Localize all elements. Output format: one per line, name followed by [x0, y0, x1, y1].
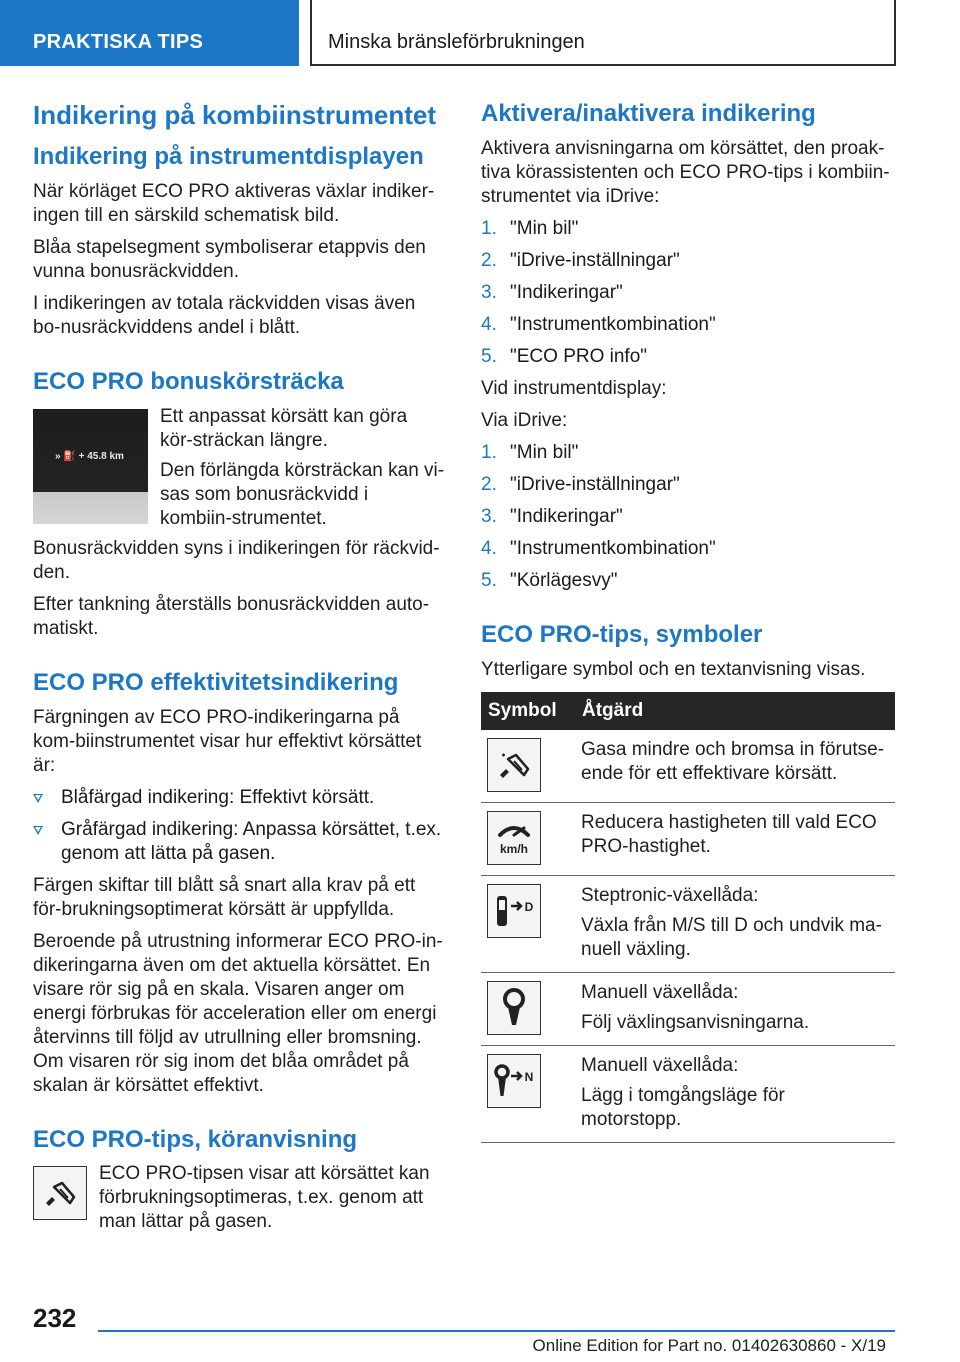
paragraph: Beroende på utrustning informerar ECO PRO-in-dikeringarna även om det aktuella körsättet. En visare rör sig på en skala. Visaren anger om energi förbrukas för acceleration eller om energi återvinns till följd av utrullning eller bromsning. Om visaren rör sig inom det blåa området på skalan är körsättet effektivt. [33, 930, 443, 1096]
paragraph: Aktivera anvisningarna om körsättet, den proak-tiva körassistenten och ECO PRO-tips i kombiin-strumentet via iDrive: [481, 137, 890, 207]
display-range-value: + 45.8 km [78, 450, 124, 462]
fuel-pump-icon: ⛽ [63, 450, 76, 462]
steps-list-instrument [481, 441, 895, 593]
heading-driving-hint: ECO PRO-tips, köranvisning [33, 1125, 358, 1153]
table-cell-text: Reducera hastigheten till vald ECO PRO-hastighet. [581, 811, 877, 857]
list-item: 2. "iDrive-inställningar" [481, 473, 680, 495]
heading-efficiency: ECO PRO effektivitetsindikering [33, 668, 399, 696]
table-cell-text: Gasa mindre och bromsa in förutse-ende för ett effektivare körsätt. [581, 738, 885, 784]
list-item: 1. "Min bil" [481, 441, 579, 463]
paragraph: Blåa stapelsegment symboliserar etappvis den vunna bonusräckvidden. [33, 236, 426, 282]
table-row [481, 972, 895, 1045]
chapter-tab [310, 0, 896, 66]
table-cell-text: Lägg i tomgångsläge för motorstopp. [581, 1084, 785, 1130]
svg-text:D: D [524, 899, 534, 914]
list-item: 1. "Min bil" [481, 217, 579, 239]
triangle-bullet-icon [33, 794, 43, 803]
list-item: 5. "ECO PRO info" [481, 345, 648, 367]
paragraph: ECO PRO-tipsen visar att körsättet kan förbrukningsoptimeras, t.ex. genom att man lättar på gasen. [99, 1163, 430, 1233]
gear-lever-d-icon [487, 884, 541, 938]
manual-shift-icon [487, 981, 541, 1035]
list-item: 3. "Indikeringar" [481, 505, 623, 527]
column-header-symbol: Symbol [481, 692, 575, 730]
table-row [481, 802, 895, 875]
table-row [481, 1045, 895, 1142]
column-header-action: Åtgärd [575, 692, 895, 730]
foot-pedal-icon [487, 738, 541, 792]
page-heading: Indikering på kombiinstrumentet [33, 100, 437, 130]
paragraph: Den förlängda körsträckan kan vi-sas som bonusräckvidd i kombiin-strumentet. [160, 459, 445, 529]
svg-text:N: N [524, 1069, 534, 1084]
heading-instrument-display: Indikering på instrumentdisplayen [33, 143, 424, 171]
heading-activate: Aktivera/inaktivera indikering [481, 100, 816, 127]
section-tab [0, 0, 299, 66]
list-item: Gråfärgad indikering: Anpassa körsättet, t.ex. genom att lätta på gasen. [33, 818, 445, 866]
section-title: PRAKTISKA TIPS [33, 31, 204, 53]
instrument-display-image [33, 409, 148, 524]
paragraph: Ett anpassat körsätt kan göra kör-sträckan längre. [160, 405, 408, 451]
list-item: 3. "Indikeringar" [481, 281, 623, 303]
efficiency-list [33, 786, 445, 866]
display-readout [55, 451, 124, 462]
foot-pedal-icon [33, 1166, 87, 1220]
heading-bonus-range: ECO PRO bonuskörsträcka [33, 367, 344, 395]
left-column [33, 100, 445, 1240]
table-cell-text: Steptronic-växellåda: [581, 884, 759, 906]
table-cell-text: Växla från M/S till D och undvik ma-nuell växling. [581, 914, 882, 960]
gear-lever-n-icon [487, 1054, 541, 1108]
paragraph: Färgningen av ECO PRO-indikeringarna på kom-biinstrumentet visar hur effektivt körsättet är: [33, 706, 422, 776]
paragraph: Vid instrumentdisplay: [481, 377, 667, 399]
chapter-title: Minska bränsleförbrukningen [328, 31, 585, 53]
triangle-bullet-icon [33, 826, 43, 835]
paragraph: Ytterligare symbol och en textanvisning visas. [481, 658, 866, 680]
list-item: 4. "Instrumentkombination" [481, 313, 716, 335]
table-cell-text: Manuell växellåda: [581, 981, 739, 1003]
heading-symbols: ECO PRO-tips, symboler [481, 620, 763, 648]
paragraph: Via iDrive: [481, 409, 568, 431]
speedometer-kmh-icon [487, 811, 541, 865]
paragraph: Bonusräckvidden syns i indikeringen för räckvid-den. [33, 537, 440, 583]
eco-arrows-icon: » [55, 450, 61, 462]
steps-list-idrive [481, 217, 895, 369]
paragraph: Färgen skiftar till blått så snart alla krav på ett för-brukningsoptimerat körsätt är uppfyllda. [33, 874, 416, 920]
list-item: 2. "iDrive-inställningar" [481, 249, 680, 271]
list-item: Blåfärgad indikering: Effektivt körsätt. [33, 786, 445, 810]
page-number: 232 [33, 1303, 77, 1333]
table-cell-text: Följ växlingsanvisningarna. [581, 1011, 810, 1033]
table-cell-text: Manuell växellåda: [581, 1054, 739, 1076]
driving-hint-figure [33, 1162, 445, 1240]
right-column [481, 100, 895, 1143]
footer-divider [98, 1330, 895, 1332]
bonus-range-figure [33, 405, 445, 537]
paragraph: Efter tankning återställs bonusräckvidden auto-matiskt. [33, 593, 430, 639]
table-row [481, 875, 895, 972]
table-row [481, 730, 895, 803]
list-item: 5. "Körlägesvy" [481, 569, 618, 591]
symbols-table [481, 692, 895, 1143]
table-header-row [481, 692, 895, 730]
edition-note: Online Edition for Part no. 01402630860 - X/19 [532, 1336, 886, 1355]
list-item: 4. "Instrumentkombination" [481, 537, 716, 559]
paragraph: När körläget ECO PRO aktiveras växlar indiker-ingen till en särskild schematisk bild. [33, 180, 435, 226]
paragraph: I indikeringen av totala räckvidden visas även bo-nusräckviddens andel i blått. [33, 292, 416, 338]
svg-text:km/h: km/h [499, 841, 529, 856]
